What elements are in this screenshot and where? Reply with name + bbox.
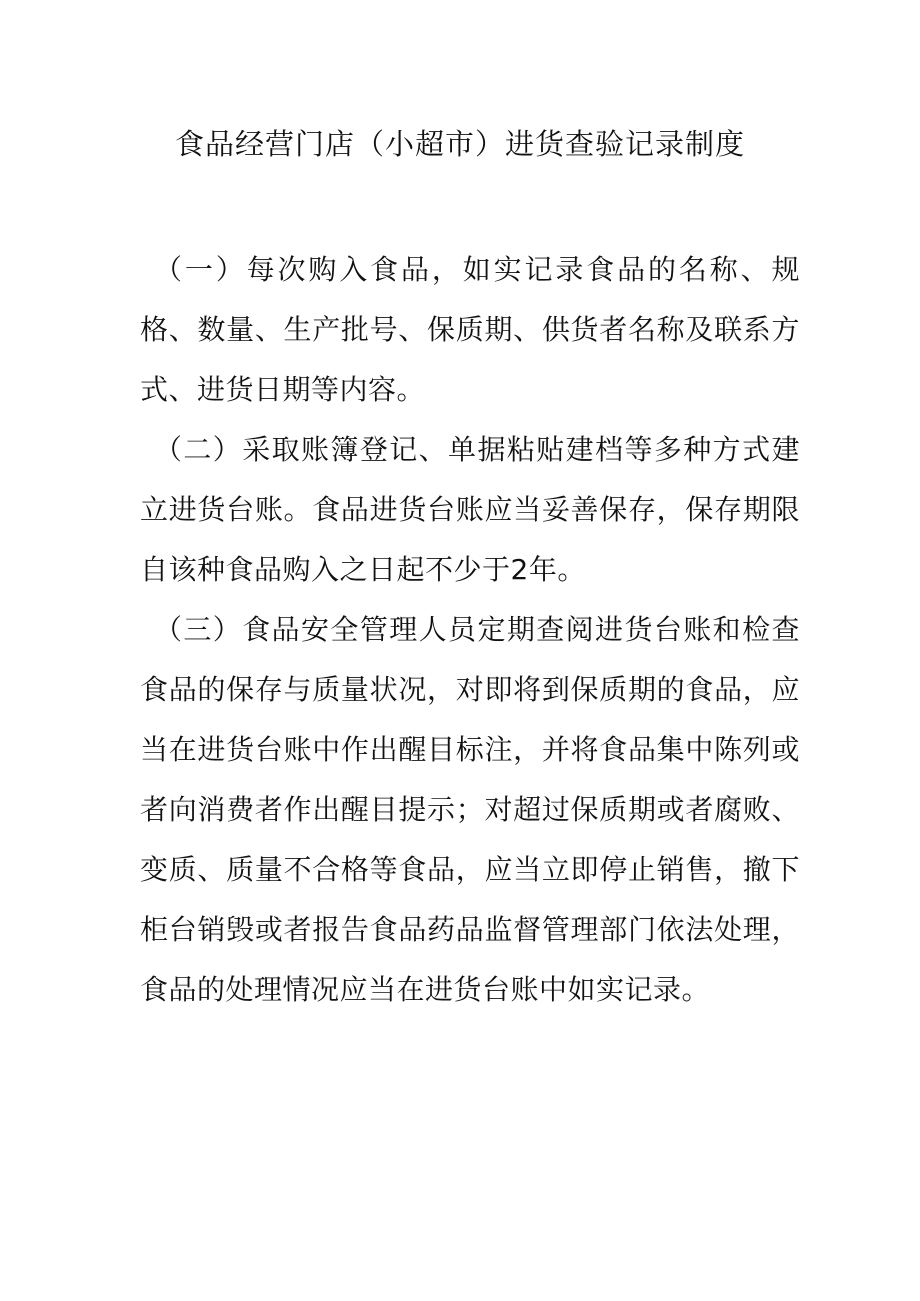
document-body xyxy=(140,240,800,1020)
paragraph-3: （三）食品安全管理人员定期查阅进货台账和检查食品的保存与质量状况，对即将到保质期的食品，应当在进货台账中作出醒目标注，并将食品集中陈列或者向消费者作出醒目提示；对超过保质期或者腐败、变质、质量不合格等食品，应当立即停止销售，撤下柜台销毁或者报告食品药品监督管理部门依法处理，食品的处理情况应当在进货台账中如实记录。 xyxy=(140,613,800,1006)
document-title: 食品经营门店（小超市）进货查验记录制度 xyxy=(174,127,745,161)
paragraph-2: （二）采取账簿登记、单据粘贴建档等多种方式建立进货台账。食品进货台账应当妥善保存，保存期限自该种食品购入之日起不少于2年。 xyxy=(140,433,800,586)
paragraph-1: （一）每次购入食品，如实记录食品的名称、规格、数量、生产批号、保质期、供货者名称及联系方式、进货日期等内容。 xyxy=(140,253,800,406)
